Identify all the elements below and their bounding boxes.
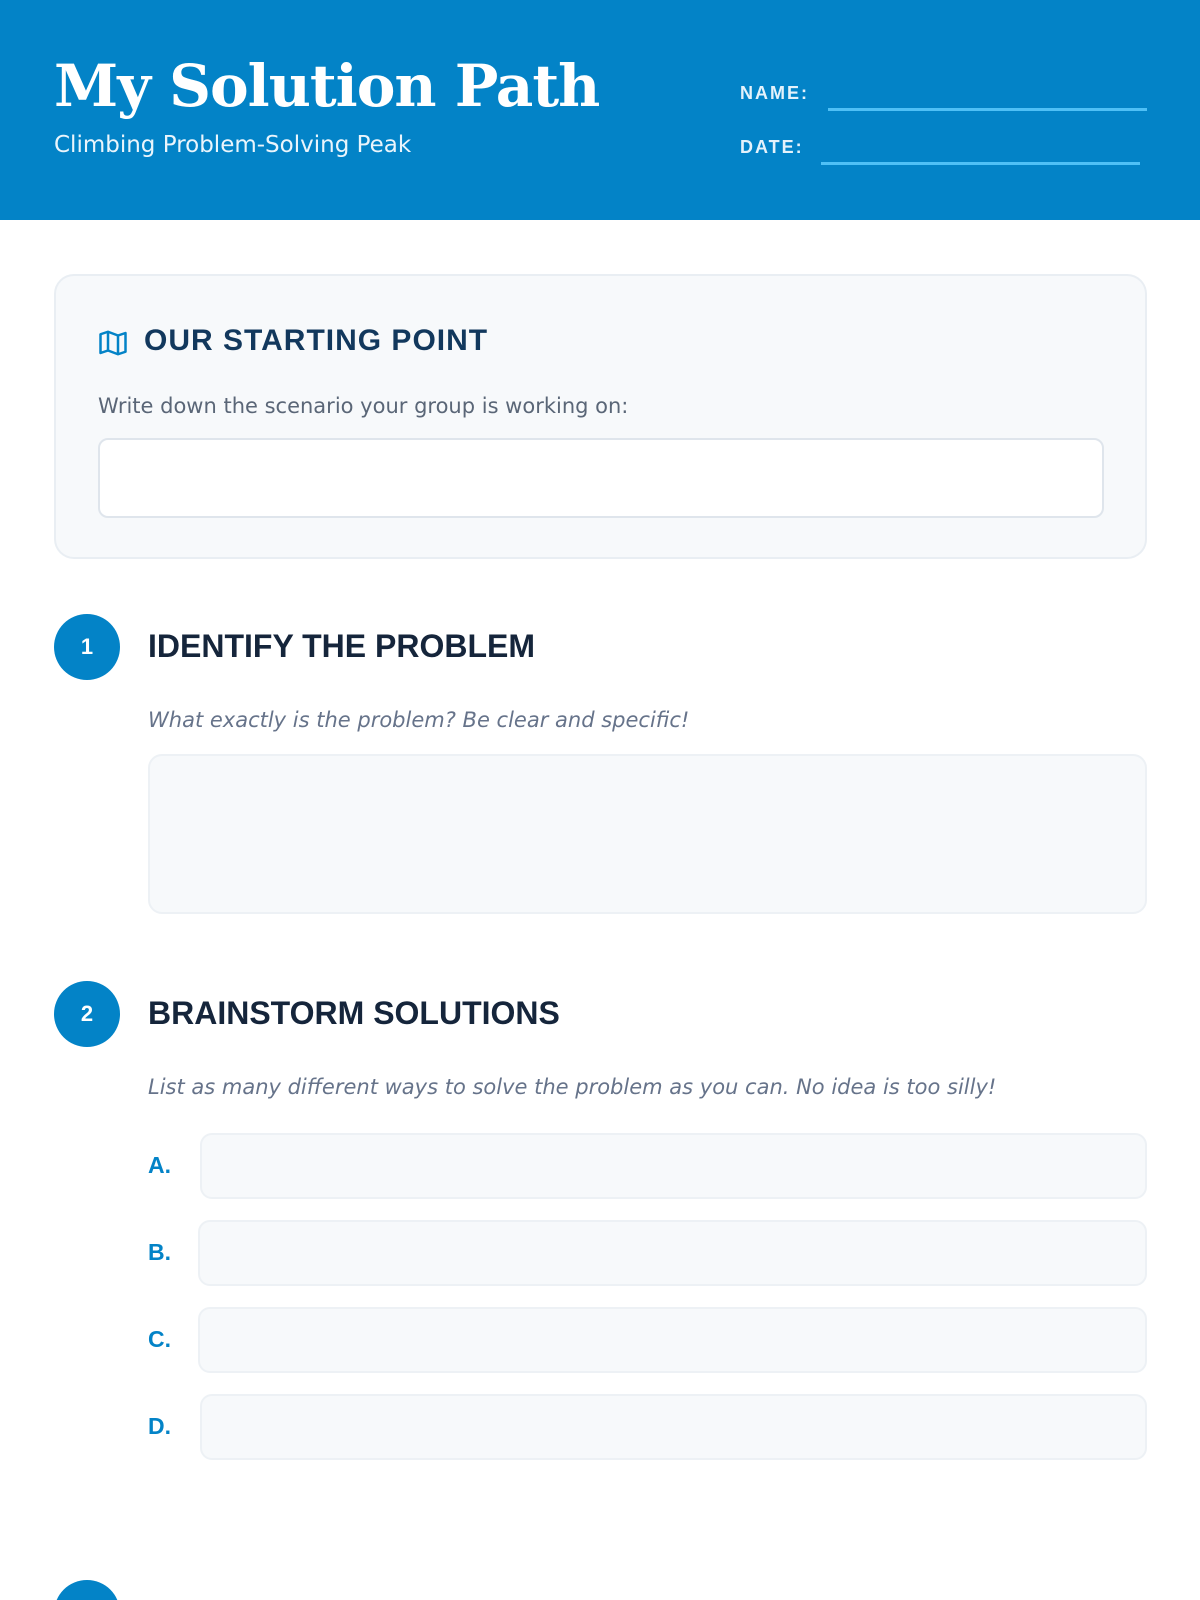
date-label: DATE: <box>740 137 804 157</box>
page-title: My Solution Path <box>54 52 600 120</box>
step-2-number: 2 <box>54 981 120 1047</box>
header-banner <box>0 0 1200 220</box>
option-d-letter: D. <box>148 1413 171 1439</box>
map-icon <box>98 328 128 358</box>
option-b-letter: B. <box>148 1239 171 1265</box>
date-field[interactable] <box>821 162 1140 165</box>
step-2-hint: List as many different ways to solve the problem as you can. No idea is too silly! <box>148 1075 997 1099</box>
option-a-input[interactable] <box>200 1133 1147 1199</box>
step-1-hint: What exactly is the problem? Be clear and specific! <box>148 708 690 732</box>
scenario-input[interactable] <box>98 438 1104 518</box>
option-c-input[interactable] <box>198 1307 1147 1373</box>
starting-point-prompt: Write down the scenario your group is working on: <box>98 394 629 418</box>
option-b-input[interactable] <box>198 1220 1147 1286</box>
step-1-number: 1 <box>54 614 120 680</box>
name-field[interactable] <box>828 108 1147 111</box>
problem-answer-box[interactable] <box>148 754 1147 914</box>
step-2-title: BRAINSTORM SOLUTIONS <box>148 995 560 1031</box>
starting-point-card <box>54 274 1147 559</box>
option-d-input[interactable] <box>200 1394 1147 1460</box>
step-1-title: IDENTIFY THE PROBLEM <box>148 628 535 664</box>
step-3-circle <box>54 1580 120 1600</box>
name-label: NAME: <box>740 83 809 103</box>
option-a-letter: A. <box>148 1152 171 1178</box>
option-c-letter: C. <box>148 1326 171 1352</box>
page-subtitle: Climbing Problem-Solving Peak <box>54 132 412 158</box>
starting-point-title: OUR STARTING POINT <box>144 324 489 357</box>
